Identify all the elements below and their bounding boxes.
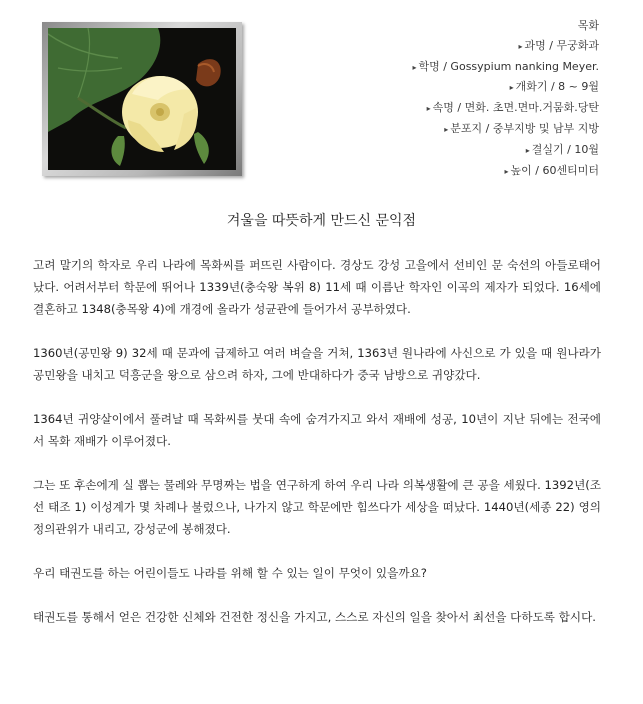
cotton-flower-image (48, 28, 236, 170)
cotton-flower-photo (42, 22, 242, 176)
article-paragraph: 1360년(공민왕 9) 32세 때 문과에 급제하고 여러 벼슬을 거쳐, 1363년 원나라에 사신으로 가 있을 때 원나라가 공민왕을 내치고 덕흥군을 왕으로 삼으려 하자, 그에 반대하다가 중국 남방으로 귀양갔다. (33, 346, 601, 382)
info-flowering-row (412, 77, 599, 98)
info-height: 높이 / 60센티미터 (510, 163, 599, 177)
bullet-triangle-icon: ▸ (518, 41, 523, 51)
info-alias: 속명 / 면화. 초면.면마.거뭄화.당탄 (432, 101, 599, 115)
info-distribution: 분포지 / 중부지방 및 남부 지방 (450, 121, 599, 135)
info-scientific-name: 학명 / Gossypium nanking Meyer. (418, 59, 599, 73)
article-paragraph: 고려 말기의 학자로 우리 나라에 목화씨를 퍼뜨린 사람이다. 경상도 강성 고을에서 선비인 문 숙선의 아들로태어났다. 어려서부터 학문에 뛰어나 1339년(충숙왕 복위 8) 11세 때 이름난 학자인 이곡의 제자가 되었다. 16세에 결혼하고 1348(충목왕 4)에 개경에 올라가 성균관에 들어가서 공부하였다. (33, 258, 601, 316)
info-distribution-row (412, 119, 599, 140)
info-fruiting: 결실기 / 10월 (531, 142, 599, 156)
info-family: 과명 / 무궁화과 (524, 38, 599, 52)
info-height-row (412, 161, 599, 182)
bullet-triangle-icon: ▸ (525, 145, 530, 155)
bullet-triangle-icon: ▸ (412, 62, 417, 72)
plant-name: 목화 (577, 19, 599, 32)
plant-info-panel (412, 16, 599, 181)
info-flowering: 개화기 / 8 ~ 9월 (515, 80, 599, 94)
article-body (33, 254, 601, 650)
info-scientific-row (412, 57, 599, 78)
article-paragraph: 1364년 귀양살이에서 풀려날 때 목화씨를 붓대 속에 숨겨가지고 와서 재배에 성공, 10년이 지난 뒤에는 전국에서 목화 재배가 이루어졌다. (33, 412, 601, 448)
info-alias-row (412, 98, 599, 119)
article-paragraph: 그는 또 후손에게 실 뽑는 물레와 무명짜는 법을 연구하게 하여 우리 나라 의복생활에 큰 공을 세웠다. 1392년(조선 태조 1) 이성계가 몇 차례나 불렀으나, 나가지 않고 학문에만 힘쓰다가 세상을 떠났다. 1440년(세종 22) 영의정의관위가 내리고, 강성군에 봉해졌다. (33, 478, 601, 536)
article-paragraph: 우리 태권도를 하는 어린이들도 나라를 위해 할 수 있는 일이 무엇이 있을까요? (33, 566, 427, 580)
bullet-triangle-icon: ▸ (504, 166, 509, 176)
info-family-row (412, 36, 599, 57)
bullet-triangle-icon: ▸ (509, 83, 514, 93)
bullet-triangle-icon: ▸ (426, 104, 431, 114)
bullet-triangle-icon: ▸ (444, 124, 449, 134)
article-title: 겨울을 따뜻하게 만드신 문익점 (226, 213, 417, 229)
info-fruiting-row (412, 140, 599, 161)
article-paragraph: 태권도를 통해서 얻은 건강한 신체와 건전한 정신을 가지고, 스스로 자신의 일을 찾아서 최선을 다하도록 합시다. (33, 610, 596, 624)
